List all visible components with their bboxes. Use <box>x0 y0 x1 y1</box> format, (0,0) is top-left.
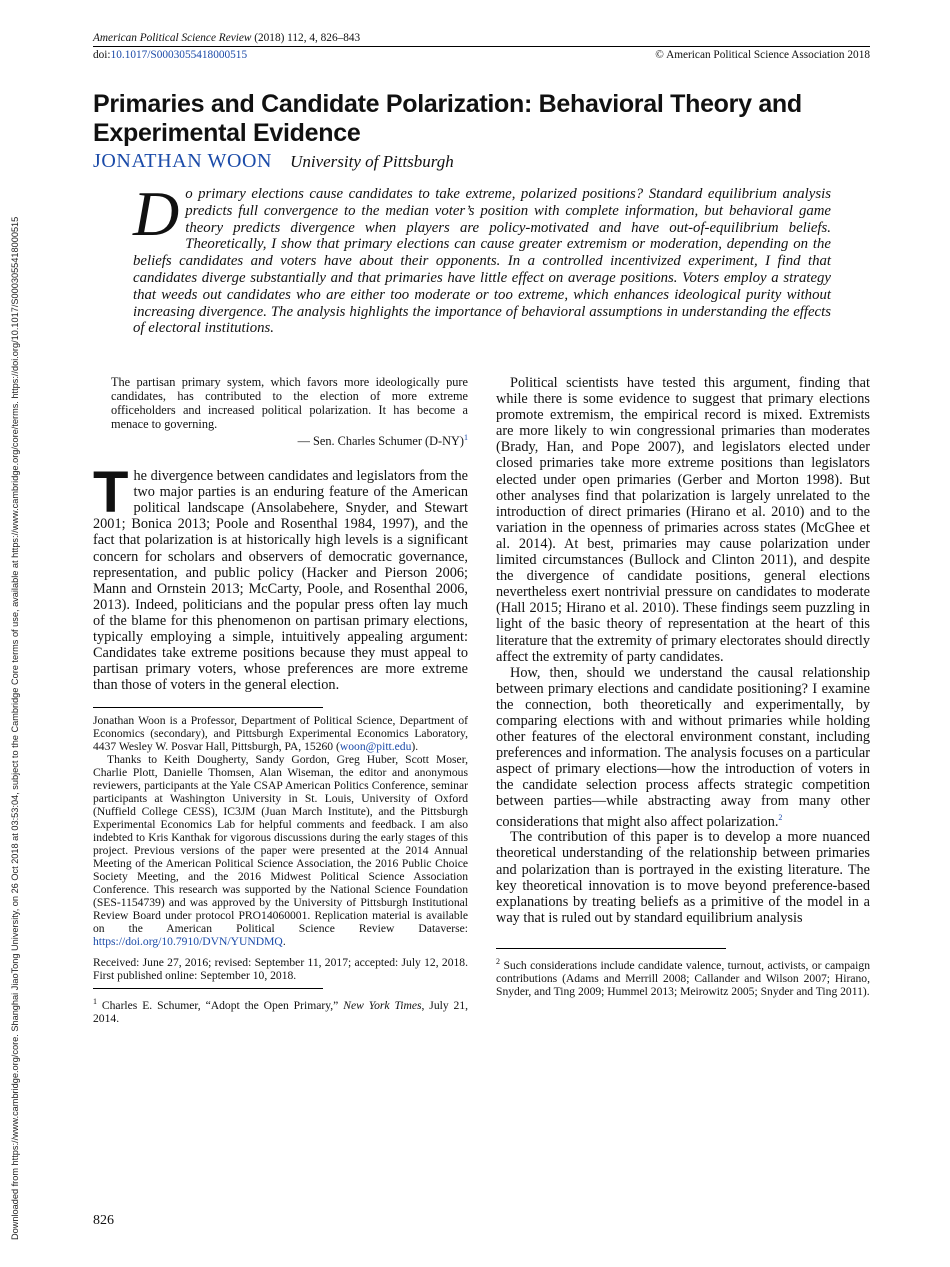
right-column <box>496 375 870 998</box>
intro-paragraph <box>93 460 468 694</box>
body-paragraph-1: Political scientists have tested this argument, finding that while there is some evidence to suggest that primary elections promote extremism, the empirical record is mixed. Extremists are more likely to win congressional primaries than moderates (Brady, Han, and Pope 2007), and legislators elected under closed primaries take more extreme positions than legislators elected under open primaries (Gerber and Morton 1998). But other analyses find that polarization is largely unrelated to the introduction of direct primaries (Hirano et al. 2010) and to the variation in the openness of primaries across states (McGhee et al. 2014). At best, primaries may cause polarization under limited circumstances (Bullock and Clinton 2011), and despite the divergence of candidate positions, general elections nevertheless exert nontrivial pressure on candidates to moderate (Hall 2015; Hirano et al. 2010). These findings seem puzzling in light of the basic theory of representation at the heart of this literature that the extremity of primary electorates should directly affect the extremity of party candidates. <box>496 375 870 665</box>
article-title: Primaries and Candidate Polarization: Behavioral Theory and Experimental Evidence <box>93 90 802 147</box>
received-dates: Received: June 27, 2016; revised: September 11, 2017; accepted: July 12, 2018. First published online: September 10, 2018. <box>93 956 468 983</box>
abstract-dropcap: D <box>133 178 180 249</box>
author-email-link[interactable]: woon@pitt.edu <box>339 740 412 754</box>
epigraph-author: — Sen. Charles Schumer (D-NY) <box>297 434 464 449</box>
footnote-divider-right <box>496 948 726 949</box>
footnote-divider-2 <box>93 988 323 989</box>
abstract-text: o primary elections cause candidates to take extreme, polarized positions? Standard equilibrium analysis predicts full convergence to the median voter’s position with complete information, but behavioral game theory predicts divergence when players are policy-motivated and have out-of-equilibrium beliefs. Theoretically, I show that primary elections can cause greater extremism or moderation, depending on the beliefs candidates and voters have about their opponents. In a controlled incentivized experiment, I find that candidates diverge substantially and that primaries have little effect on average positions. Voters employ a strategy that weeds out candidates who are either too moderate or too extreme, which enhances ideological purity without increasing divergence. The analysis highlights the importance of behavioral assumptions in understanding the effects of electoral institutions. <box>133 186 831 337</box>
citation: (2018) 112, 4, 826–843 <box>254 32 361 44</box>
left-column <box>93 375 468 1025</box>
doi-prefix: doi: <box>93 49 111 61</box>
footnote-1-source: New York Times <box>343 999 422 1013</box>
header-rule <box>93 46 870 47</box>
download-notice: Downloaded from https://www.cambridge.org/core. Shanghai JiaoTong University, on 26 Oct 2018 at 03:53:04, subject to the Cambridge Core terms of use, available at https://www.cambridge.org/core/terms. https://doi.org/10.1017/S0003055418000515 <box>10 216 20 1240</box>
epigraph-text: The partisan primary system, which favors more ideologically pure candidates, has contributed to the election of more extreme officeholders and increased political polarization. It has become a menace to governing. <box>111 375 468 431</box>
acknowledgements-text: Thanks to Keith Dougherty, Sandy Gordon, Greg Huber, Scott Moser, Charlie Plott, Danielle Thomsen, Alan Wiseman, the editor and anonymous reviewers, participants at the Yale CSAP American Politics Conference, seminar participants at Washington University in St. Louis, University of Oxford (Nuffield College CESS), IC3JM (Juan March Institute), and the Pittsburgh Experimental Economics Lab for helpful comments and feedback. I am also indebted to Kris Kanthak for vigorous discussions during the early stages of this project. Previous versions of the paper were presented at the 2014 Annual Meeting of the American Political Science Association, the 2016 Public Choice Society Meeting, and the 2016 Midwest Political Science Association Conference. This research was supported by the National Science Foundation (SES-1154739) and was approved by the University of Pittsburgh Institutional Review Board under protocol PRO14060001. Replication material is available on the American Political Science Review Dataverse: <box>93 753 468 936</box>
footnote-ref-2[interactable]: 2 <box>778 812 783 822</box>
page-number: 826 <box>93 1213 114 1228</box>
author-line <box>93 150 454 173</box>
doi-link[interactable]: 10.1017/S0003055418000515 <box>110 49 248 61</box>
intro-text: he divergence between candidates and legislators from the two major parties is an enduring feature of the American political landscape (Ansolabehere, Snyder, and Stewart 2001; Bonica 2013; Poole and Rosenthal 1984, 1997), and the fact that polarization is at historically high levels is a significant concern for scholars and observers of democratic governance, representation, and public policy (Hacker and Pierson 2006; Mann and Ornstein 2013; McCarty, Poole, and Rosenthal 2006, 2013). Indeed, politicians and the popular press often lay much of the blame for this phenomenon on partisan primary elections, typically employing a simple, intuitively appealing argument: Candidates take extreme positions because they must appeal to partisan primary voters, whose preferences are more extreme than those of voters in the general election. <box>93 468 468 694</box>
body-paragraph-2-text: How, then, should we understand the causal relationship between primary elections and candidate positioning? I examine the connection, both theoretically and experimentally, by comparing elections with and without primaries while holding other features of the electoral environment constant, including preferences and information. The analysis focuses on a particular aspect of primary elections—how the introduction of voters in the candidate selection process affects strategic competition between parties—while abstracting away from many other considerations that might also affect polarization. <box>496 664 870 830</box>
footnote-2 <box>496 955 870 998</box>
doi-line <box>93 49 247 61</box>
abstract <box>133 178 831 337</box>
footnote-1 <box>93 995 468 1025</box>
footnote-1-text: Charles E. Schumer, “Adopt the Open Primary,” <box>97 999 344 1013</box>
intro-dropcap: T <box>93 460 129 526</box>
journal-header <box>93 32 870 61</box>
body-paragraph-2 <box>496 665 870 830</box>
author-note-end: ). <box>411 740 419 754</box>
acknowledgements <box>93 753 468 948</box>
author-note <box>93 714 468 753</box>
footnote-2-text: Such considerations include candidate valence, turnout, activists, or campaign contributions (Adams and Merrill 2008; Callander and Wilson 2007; Hirano, Snyder, and Ting 2009; Hummel 2013; Meirowitz 2005; Snyder and Ting 2011). <box>496 958 870 998</box>
footnote-1-end: , July 21, 2014. <box>93 999 469 1026</box>
footnote-1-number: 1 <box>93 997 97 1007</box>
copyright: © American Political Science Association 2018 <box>655 49 870 61</box>
author-note-text: Jonathan Woon is a Professor, Department of Political Science, Department of Economics (secondary), and Pittsburgh Experimental Economics Laboratory, 4437 Wesley W. Posvar Hall, Pittsburgh, PA, 15260 ( <box>93 714 468 754</box>
footnote-divider <box>93 707 323 708</box>
footnote-ref-1[interactable]: 1 <box>464 433 468 442</box>
acknowledgements-end: . <box>282 935 286 949</box>
dataverse-link[interactable]: https://doi.org/10.7910/DVN/YUNDMQ <box>93 935 283 949</box>
author-name[interactable]: JONATHAN WOON <box>93 150 273 172</box>
epigraph-source <box>111 431 468 448</box>
epigraph <box>93 375 468 448</box>
journal-name: American Political Science Review <box>93 32 252 44</box>
body-paragraph-3: The contribution of this paper is to develop a more nuanced theoretical understanding of the relationship between primaries and polarization than is portrayed in the existing literature. The key theoretical innovation is to move beyond preference-based explanations by treating beliefs as a primitive of the model in a way that is ruled out by standard equilibrium analysis <box>496 829 870 926</box>
author-affiliation: University of Pittsburgh <box>290 152 454 171</box>
footnote-2-number: 2 <box>496 956 500 966</box>
